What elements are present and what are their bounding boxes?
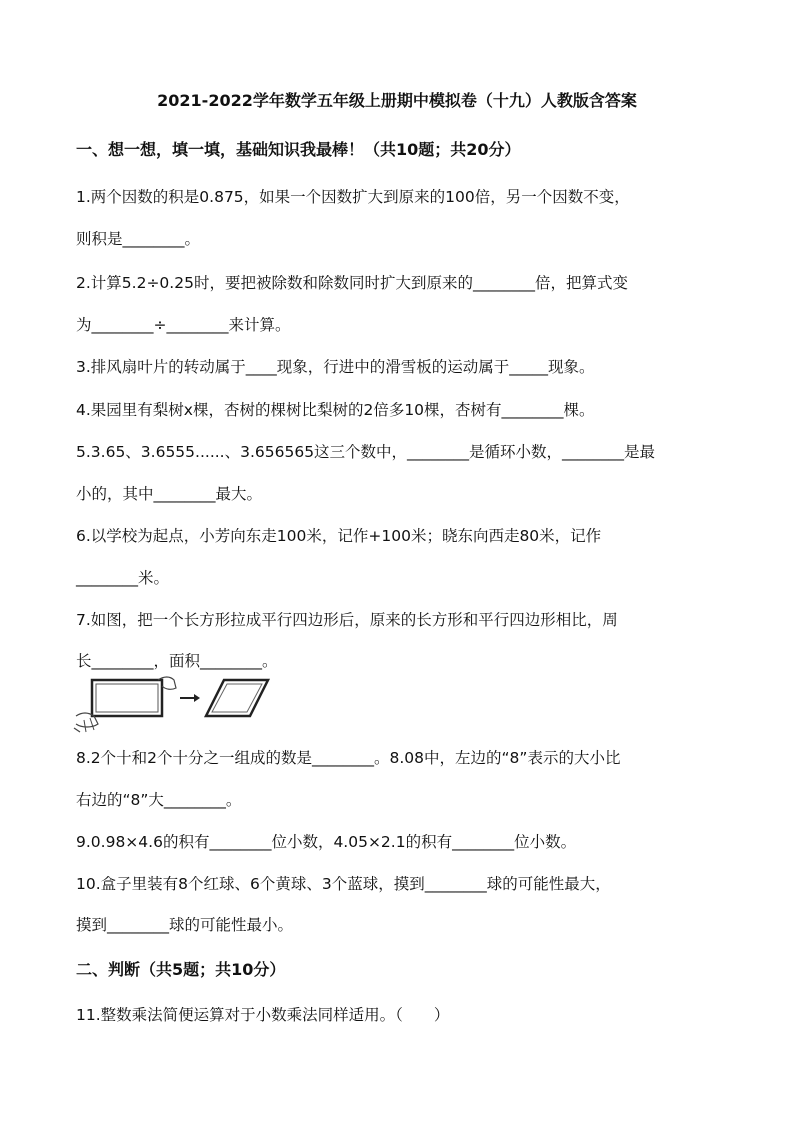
arrow-icon xyxy=(180,694,200,702)
question-8-line-1: 8.2个十和2个十分之一组成的数是________。8.08中，左边的“8”表示的大小比 xyxy=(76,749,621,767)
question-3: 3.排风扇叶片的转动属于____现象，行进中的滑雪板的运动属于_____现象。 xyxy=(76,358,595,376)
question-7-line-1: 7.如图，把一个长方形拉成平行四边形后，原来的长方形和平行四边形相比，周 xyxy=(76,611,618,629)
page-title: 2021-2022学年数学五年级上册期中模拟卷（十九）人教版含答案 xyxy=(157,91,637,110)
question-2-line-1: 2.计算5.2÷0.25时，要把被除数和除数同时扩大到原来的________倍，把算式变 xyxy=(76,274,628,292)
question-11: 11.整数乘法简便运算对于小数乘法同样适用。（ ） xyxy=(76,1006,450,1024)
question-10-line-1: 10.盒子里装有8个红球、6个黄球、3个蓝球，摸到________球的可能性最大， xyxy=(76,875,611,893)
question-6-line-2: ________米。 xyxy=(76,569,170,587)
question-5-line-1: 5.3.65、3.6555......、3.656565这三个数中，________是循环小数，________是最 xyxy=(76,443,656,461)
rectangle-to-parallelogram-figure xyxy=(72,672,282,734)
question-9: 9.0.98×4.6的积有________位小数，4.05×2.1的积有________位小数。 xyxy=(76,833,577,851)
question-7-line-2: 长________，面积________。 xyxy=(76,652,278,670)
question-2-line-2: 为________÷________来计算。 xyxy=(76,316,291,334)
question-8-line-2: 右边的“8”大________。 xyxy=(76,791,242,809)
question-5-line-2: 小的，其中________最大。 xyxy=(76,485,263,503)
question-1-line-2: 则积是________。 xyxy=(76,230,201,248)
question-10-line-2: 摸到________球的可能性最小。 xyxy=(76,916,294,934)
parallelogram-shape xyxy=(206,680,268,716)
hands-holding-rectangle-illustration xyxy=(74,677,176,732)
question-6-line-1: 6.以学校为起点，小芳向东走100米，记作+100米；晓东向西走80米，记作 xyxy=(76,527,602,545)
question-4: 4.果园里有梨树x棵，杏树的棵树比梨树的2倍多10棵，杏树有________棵。 xyxy=(76,401,595,419)
question-1-line-1: 1.两个因数的积是0.875，如果一个因数扩大到原来的100倍，另一个因数不变， xyxy=(76,188,630,206)
section-heading-fill-in: 一、想一想，填一填，基础知识我最棒！（共10题；共20分） xyxy=(76,140,521,159)
section-heading-judgement: 二、判断（共5题；共10分） xyxy=(76,960,286,979)
